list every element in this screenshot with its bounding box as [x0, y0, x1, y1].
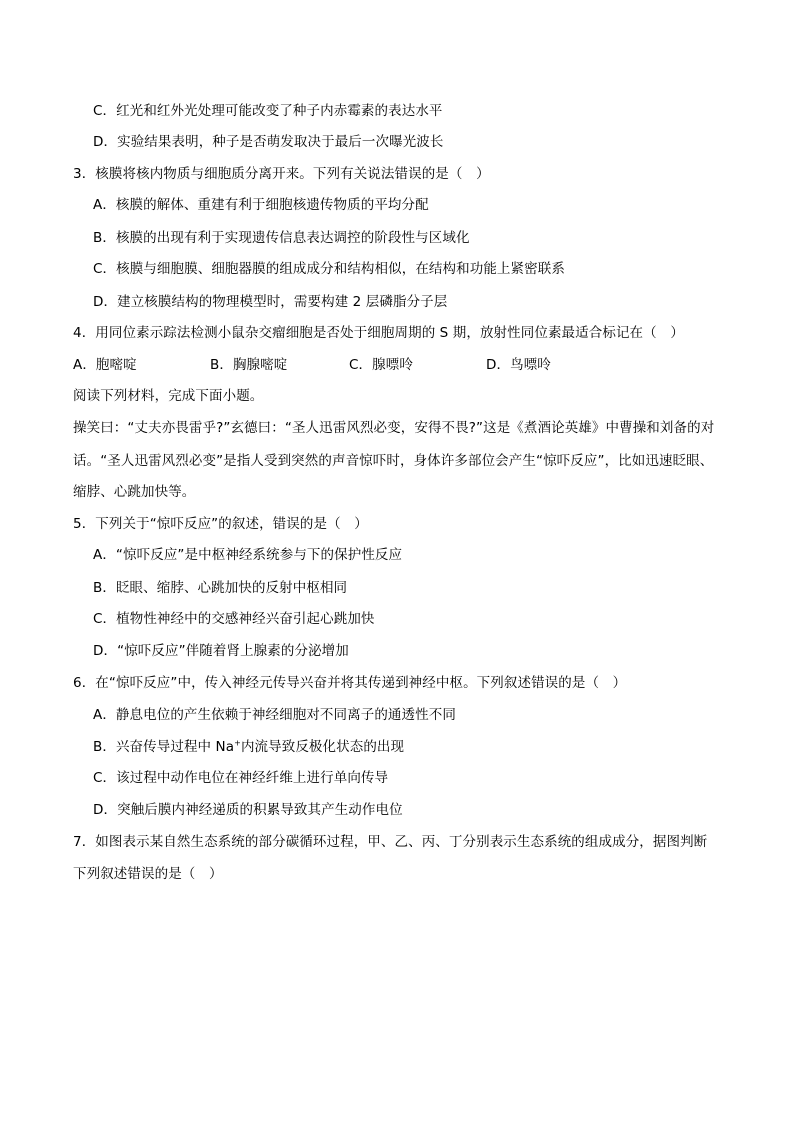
option-d-q6: D．突触后膜内神经递质的积累导致其产生动作电位: [93, 802, 403, 818]
option-a-q6: A．静息电位的产生依赖于神经细胞对不同离子的通透性不同: [93, 707, 456, 723]
option-d-q5: D．“惊吓反应”伴随着肾上腺素的分泌增加: [93, 643, 349, 659]
question-3: 3．核膜将核内物质与细胞质分离开来。下列有关说法错误的是（ ）: [73, 166, 490, 182]
question-5: 5．下列关于“惊吓反应”的叙述，错误的是（ ）: [73, 516, 368, 532]
option-d-q3: D．建立核膜结构的物理模型时，需要构建 2 层磷脂分子层: [93, 294, 448, 310]
option-c-q3: C．核膜与细胞膜、细胞器膜的组成成分和结构相似，在结构和功能上紧密联系: [93, 261, 565, 277]
option-c-q4: C．腺嘌呤: [349, 357, 413, 373]
question-7-line-2: 下列叙述错误的是（ ）: [73, 866, 223, 882]
option-c-q6: C．该过程中动作电位在神经纤维上进行单向传导: [93, 770, 389, 786]
material-line-1: 操笑曰：“丈夫亦畏雷乎?”玄德曰：“圣人迅雷风烈必变，安得不畏?”这是《煮酒论英雄》中曹操和刘备的对: [73, 420, 715, 436]
option-c-q5: C．植物性神经中的交感神经兴奋引起心跳加快: [93, 611, 375, 627]
option-d-q4: D．鸟嘌呤: [486, 357, 551, 373]
option-b-q3: B．核膜的出现有利于实现遗传信息表达调控的阶段性与区域化: [93, 230, 470, 246]
option-a-q5: A．“惊吓反应”是中枢神经系统参与下的保护性反应: [93, 547, 403, 563]
option-a-q3: A．核膜的解体、重建有利于细胞核遗传物质的平均分配: [93, 197, 429, 213]
material-line-3: 缩脖、心跳加快等。: [73, 484, 196, 500]
option-b-q6-post: 内流导致反极化状态的出现: [240, 739, 405, 755]
option-a-q4: A．胞嘧啶: [73, 357, 137, 373]
option-d-q2: D．实验结果表明，种子是否萌发取决于最后一次曝光波长: [93, 134, 444, 150]
option-b-q6: [93, 737, 404, 757]
option-b-q4: B．胸腺嘧啶: [210, 357, 288, 373]
sodium-superscript: +: [234, 738, 241, 748]
option-b-q5: B．眨眼、缩脖、心跳加快的反射中枢相同: [93, 580, 348, 596]
question-6: 6．在“惊吓反应”中，传入神经元传导兴奋并将其传递到神经中枢。下列叙述错误的是（ ）: [73, 675, 627, 691]
question-4: 4．用同位素示踪法检测小鼠杂交瘤细胞是否处于细胞周期的 S 期，放射性同位素最适合标记在（ ）: [73, 325, 684, 341]
option-c-q2: C．红光和红外光处理可能改变了种子内赤霉素的表达水平: [93, 103, 443, 119]
option-b-q6-pre: B．兴奋传导过程中 Na: [93, 739, 235, 755]
question-7-line-1: 7．如图表示某自然生态系统的部分碳循环过程，甲、乙、丙、丁分别表示生态系统的组成成分，据图判断: [73, 834, 708, 850]
material-line-2: 话。“圣人迅雷风烈必变”是指人受到突然的声音惊吓时，身体许多部位会产生“惊吓反应”，比如迅速眨眼、: [73, 453, 714, 469]
reading-intro: 阅读下列材料，完成下面小题。: [73, 388, 264, 404]
